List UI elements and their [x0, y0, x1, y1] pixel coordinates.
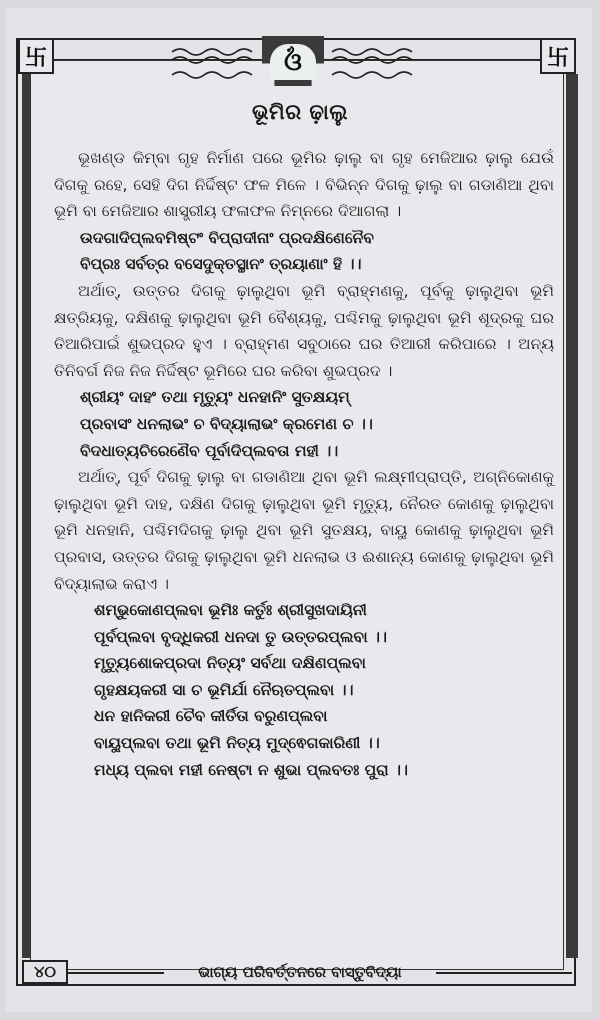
verse-line: ବିଦଧାତ୍ୟଚିରେଣୈବ ପୂର୍ବାଦିପ୍ଲବତା ମହୀ ।।	[80, 441, 339, 460]
paragraph-meaning-2: ଅର୍ଥାତ୍, ପୂର୍ବ ଦିଗକୁ ଢ଼ାଲୁ ବା ଗଡାଣିଆ ଥିବା ଭୂମି ଲକ୍ଷ୍ମୀପ୍ରାପ୍ତି, ଅଗ୍ନିକୋଣକୁ ଢ଼ାଲୁଥିବା ଭୂମି ଦାହ, ଦକ୍ଷିଣ ଦିଗକୁ ଢ଼ାଲୁଥିବା ଭୂମି ମୃତ୍ୟୁ, ନୈରତ କୋଣକୁ ଢ଼ାଲୁଥିବା ଭୂମି ଧନହାନି, ପଶ୍ଚିମଦିଗକୁ ଢ଼ାଲୁ ଥିବା ଭୂମି ସୁତକ୍ଷୟ, ବାୟୁ କୋଣକୁ ଢ଼ାଲୁଥିବା ଭୂମି ପ୍ରବାସ, ଉତ୍ତର ଦିଗକୁ ଢ଼ାଲୁଥିବା ଭୂମି ଧନଲାଭ ଓ ଈଶାନ୍ୟ କୋଣକୁ ଢ଼ାଲୁଥିବା ଭୂମି ବିଦ୍ୟାଲାଭ କରାଏ ।	[54, 468, 554, 593]
verse-line: ପୂର୍ବପ୍ଲବା ବୃଦ୍ଧିକରୀ ଧନଦା ତୁ ଉତ୍ତରପ୍ଲବା ।।	[94, 627, 387, 646]
paragraph-meaning-1: ଅର୍ଥାତ୍, ଉତ୍ତର ଦିଗକୁ ଢ଼ାଲୁଥିବା ଭୂମି ବ୍ରାହ୍ମଣକୁ, ପୂର୍ବକୁ ଢ଼ାଲୁଥିବା ଭୂମି କ୍ଷତ୍ରିୟକୁ, ଦକ୍ଷିଣକୁ ଢ଼ାଲୁଥିବା ଭୂମି ବୈଶ୍ୟକୁ, ପଶ୍ଚିମକୁ ଢ଼ାଲୁଥିବା ଭୂମି ଶୂଦ୍ରକୁ ଘର ତିଆରିପାଇଁ ଶୁଭପ୍ରଦ ହୁଏ । ବ୍ରାହ୍ମଣ ସବୁଠାରେ ଘର ତିଆରୀ କରିପାରେ । ଅନ୍ୟ ତିନିବର୍ଗ ନିଜ ନିଜ ନିର୍ଦ୍ଦିଷ୍ଟ ଭୂମିରେ ଘର କରିବା ଶୁଭପ୍ରଦ ।	[54, 281, 554, 380]
verse-line: ଶମ୍ଭୁକୋଣପ୍ଲବା ଭୂମିଃ କର୍ତୁଃ ଶ୍ରୀସୁଖଦାୟିନୀ	[94, 601, 367, 620]
swastika-icon-right: 卐	[540, 38, 576, 74]
right-border-bar	[566, 74, 578, 958]
verse-line: ଶ୍ରୀୟଂ ଦାହଂ ତଥା ମୃତ୍ୟୁଂ ଧନହାନିଂ ସୁତକ୍ଷୟମ୍	[80, 388, 350, 407]
page-title: ଭୂମିର ଢ଼ାଲୁ	[251, 100, 349, 124]
paragraph-intro: ଭୂଖଣ୍ଡ କିମ୍ବା ଗୃହ ନିର୍ମାଣ ପରେ ଭୂମିର ଢ଼ାଲୁ ବା ଗୃହ ମେଜିଆର ଢ଼ାଲୁ ଯେଉଁ ଦିଗକୁ ରହେ, ସେହି ଦିଗ ନିର୍ଦ୍ଦିଷ୍ଟ ଫଳ ମିଳେ । ବିଭିନ୍ନ ଦିଗକୁ ଢ଼ାଲୁ ବା ଗଡାଣିଆ ଥିବା ଭୂମି ବା ମେଜିଆର ଶାସ୍ତ୍ରୀୟ ଫଳାଫଳ ନିମ୍ନରେ ଦିଆଗଲା ।	[54, 149, 554, 221]
verse-line: ଗୃହକ୍ଷୟକରୀ ସା ଚ ଭୂମିର୍ଯା ନୈଋତପ୍ଲବା ।।	[94, 680, 354, 699]
verse-line: ବାୟୁପ୍ଲବା ତଥା ଭୂମି ନିତ୍ୟ ମୁଦ୍ଵେଗକାରିଣୀ ।।	[94, 734, 380, 753]
verse-line: ଧନ ହାନିକରୀ ଚୈବ କୀର୍ତିତା ବରୁଣପ୍ଲବା	[94, 707, 328, 726]
page-number: ୪୦	[22, 960, 68, 984]
left-wave-ornament-lower	[170, 68, 260, 82]
running-footer-title: ଭାଗ୍ୟ ପରିବର୍ତ୍ତନରେ ବାସ୍ତୁବିଦ୍ୟା	[198, 963, 402, 981]
verse-line: ପ୍ରବାସଂ ଧନଲାଭଂ ଚ ବିଦ୍ୟାଲାଭଂ କ୍ରମେଣ ଚ ।।	[80, 414, 373, 433]
verse-line: ମଧ୍ୟ ପ୍ଲବା ମହୀ ନେଷ୍ଟା ନ ଶୁଭା ପ୍ଲବତଃ ପୁରା ।।	[94, 760, 408, 779]
body-text	[54, 145, 554, 783]
verse-line: ବିପ୍ରଃ ସର୍ବତ୍ର ବସେଦୁକ୍ତସ୍ଥାନଂ ତ୍ରୟାଣାଂ ହି ।।	[80, 255, 362, 274]
om-symbol-icon: ଓଁ	[270, 44, 316, 80]
right-wave-ornament-lower	[330, 68, 420, 82]
swastika-icon-left: 卐	[18, 38, 54, 74]
verse-line: ମୃତ୍ୟୁଶୋକପ୍ରଦା ନିତ୍ୟଂ ସର୍ବଥା ଦକ୍ଷିଣପ୍ଲବା	[94, 654, 366, 673]
verse-line: ଉଦଗାଦିପ୍ଲବମିଷ୍ଟଂ ବିପ୍ରାଦୀନାଂ ପ୍ରଦକ୍ଷିଣେନୈବ	[80, 228, 374, 247]
